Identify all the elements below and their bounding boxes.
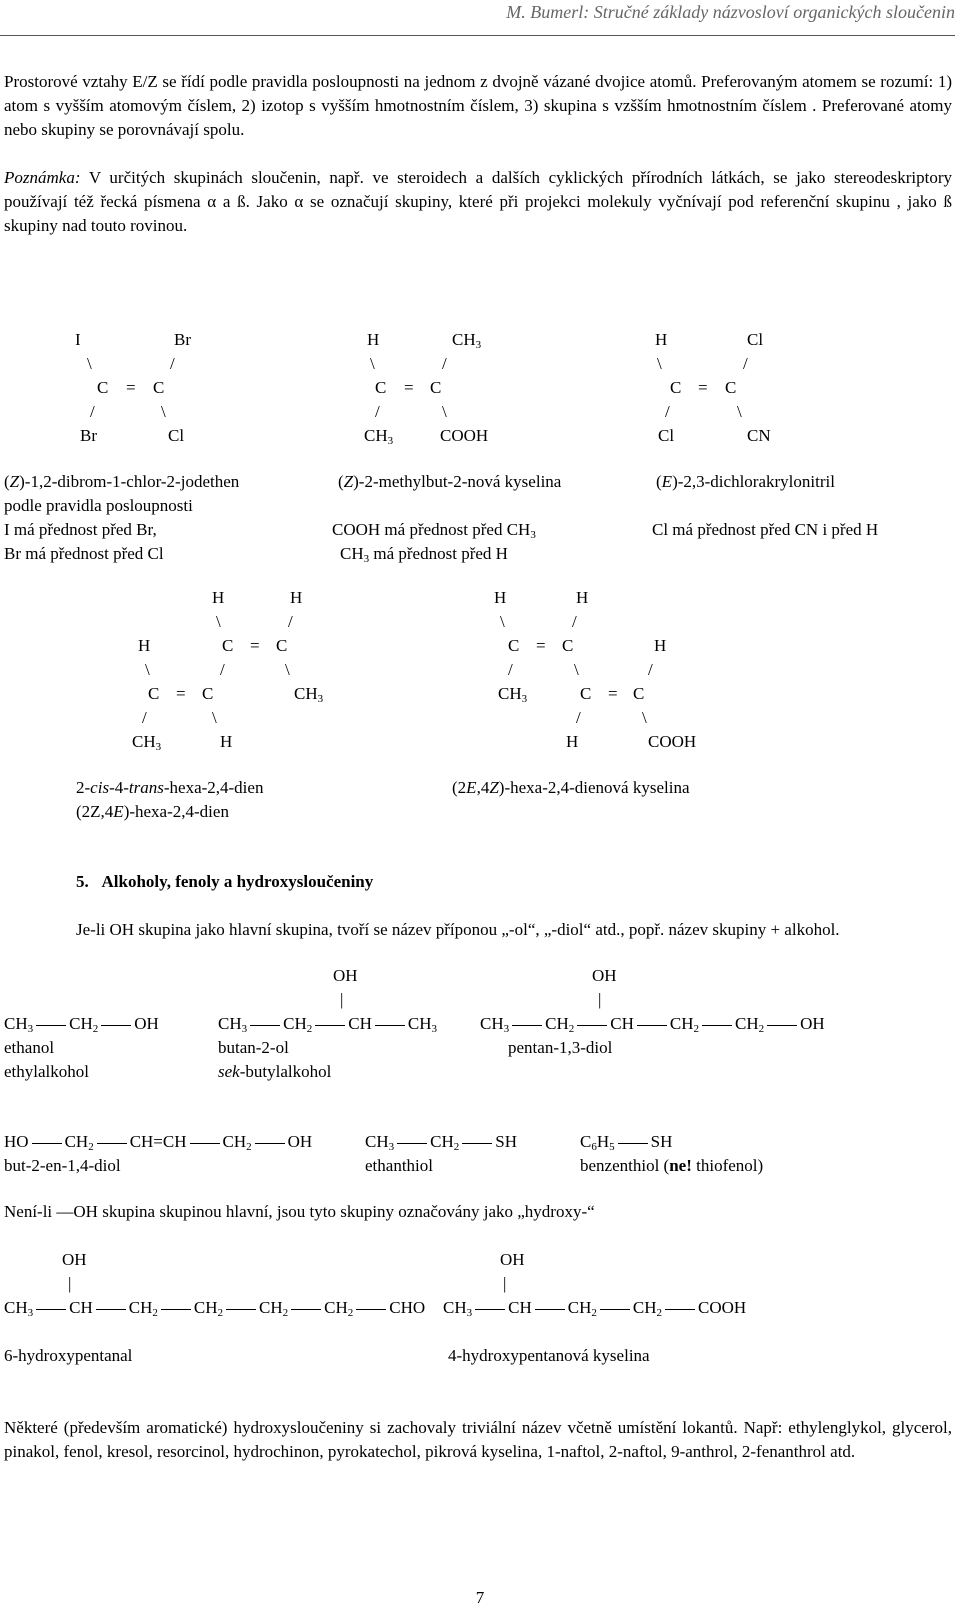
bond-mark: / <box>220 660 225 679</box>
formula-ethanthiol <box>365 1132 517 1152</box>
atom-label <box>132 732 161 752</box>
subscript: 2 <box>88 1141 94 1153</box>
note-text: V určitých skupinách sloučenin, např. ve steroidech a dalších cyklických přírodních látkách, se jako stereodeskriptory používají též řecká písmena α a ß. Jako α se označují skupiny, které při projekci molekuly vyčnívají pod referenční skupinu , jako ß skupiny nad touto rovinou. <box>4 168 952 235</box>
atom-text: CH <box>735 1014 759 1033</box>
atom-text: CH <box>443 1298 467 1317</box>
rule-text: Cl má přednost před CN i před H <box>652 520 879 539</box>
atom-text: CH <box>283 1014 307 1033</box>
atom-label: C <box>633 684 645 703</box>
name-part: 2- <box>76 778 91 797</box>
compound-name: ethanol <box>4 1038 55 1057</box>
bond-line <box>32 1143 62 1144</box>
descriptor: Z <box>343 472 354 491</box>
subscript: 2 <box>591 1307 597 1319</box>
atom-text: CH <box>669 1014 694 1033</box>
atom-label: H <box>566 732 579 751</box>
atom-text: CH <box>294 684 318 703</box>
compound-name: ethanthiol <box>365 1156 433 1175</box>
double-bond: = <box>608 684 618 703</box>
bond-line <box>512 1025 542 1026</box>
bond-line <box>375 1025 405 1026</box>
atom-text: SH <box>650 1132 673 1151</box>
atom-label: C <box>670 378 682 397</box>
descriptor: sek <box>218 1062 240 1081</box>
rule-part: má přednost před H <box>369 544 508 563</box>
bond-mark: \ <box>642 708 647 727</box>
compound-name: ethylalkohol <box>4 1062 89 1081</box>
atom-label: Cl <box>658 426 675 445</box>
atom-text: HO <box>4 1132 29 1151</box>
atom-label: C <box>430 378 442 397</box>
descriptor: E <box>113 802 124 821</box>
atom-label: COOH <box>648 732 697 751</box>
subscript: 2 <box>217 1307 223 1319</box>
atom-label: Cl <box>747 330 764 349</box>
bond-line <box>97 1143 127 1144</box>
subscript: 3 <box>241 1023 248 1035</box>
atom-text: COOH <box>698 1298 747 1317</box>
name-part: )-hexa-2,4-dien <box>123 802 229 821</box>
compound-name <box>76 778 263 798</box>
name-part: thiofenol) <box>691 1156 764 1175</box>
atom-text: CH=CH <box>129 1132 187 1151</box>
name-part: ,4 <box>476 778 490 797</box>
subscript: 2 <box>306 1023 313 1035</box>
atom-text: CH <box>4 1298 28 1317</box>
bond-mark: / <box>576 708 581 727</box>
section-paragraph: Není-li —OH skupina skupinou hlavní, jsou tyto skupiny označovány jako „hydroxy-“ <box>4 1202 595 1221</box>
bond-mark: / <box>442 354 447 373</box>
bond-line <box>315 1025 345 1026</box>
bond-mark: \ <box>145 660 150 679</box>
header-title: M. Bumerl: Stručné základy názvosloví organických sloučenin <box>506 2 955 22</box>
double-bond: = <box>698 378 708 397</box>
atom-label: I <box>75 330 81 349</box>
rule-text <box>340 544 508 564</box>
atom-label <box>498 684 527 704</box>
formula-hydroxypentanova-kyselina <box>443 1298 746 1318</box>
bond-mark: | <box>68 1274 72 1293</box>
bond-mark: / <box>142 708 147 727</box>
atom-text: CH <box>193 1298 218 1317</box>
bond-mark: \ <box>161 402 166 421</box>
rule-part: CH <box>340 544 364 563</box>
atom-text: CH <box>545 1014 569 1033</box>
bond-line <box>665 1309 695 1310</box>
bond-mark: \ <box>442 402 447 421</box>
substituent-oh: OH <box>62 1250 87 1269</box>
atom-label: C <box>97 378 109 397</box>
bond-line <box>96 1309 126 1310</box>
subscript: 2 <box>693 1023 699 1035</box>
bond-mark: / <box>572 612 577 631</box>
bond-line <box>161 1309 191 1310</box>
intro-paragraph: Prostorové vztahy E/Z se řídí podle pravidla posloupnosti na jednom z dvojně vázané dvojice atomů. Preferovaným atomem se rozumí: 1) atom s vyšším atomovým číslem, 2) izotop s vyšším hmotnostním číslem, 3) skupina s vzšším hmotnostním číslem . Preferované atomy nebo skupiny se porovnávají spolu. <box>4 72 952 139</box>
section-title: Alkoholy, fenoly a hydroxysloučeniny <box>101 872 374 891</box>
subscript: 2 <box>656 1307 662 1319</box>
subscript: 6 <box>591 1141 597 1153</box>
double-bond: = <box>404 378 414 397</box>
bond-line <box>637 1025 667 1026</box>
bond-line <box>767 1025 797 1026</box>
compound-name: 4-hydroxypentanová kyselina <box>448 1346 650 1365</box>
atom-text: C <box>580 1132 592 1151</box>
atom-text: CH <box>348 1014 372 1033</box>
name-part: )-hexa-2,4-dienová kyselina <box>498 778 690 797</box>
compound-name: but-2-en-1,4-diol <box>4 1156 121 1175</box>
bond-mark: \ <box>216 612 221 631</box>
atom-text: CH <box>365 1132 389 1151</box>
atom-label: C <box>222 636 234 655</box>
bond-mark: \ <box>657 354 662 373</box>
atom-text: CH <box>128 1298 153 1317</box>
bond-line <box>475 1309 505 1310</box>
double-bond: = <box>126 378 136 397</box>
atom-label: C <box>562 636 574 655</box>
section-paragraph: Některé (především aromatické) hydroxysloučeniny si zachovaly triviální název včetně umístění lokantů. Např: ethylenglykol, glycerol, pinakol, fenol, kresol, resorcinol, hydrochinon, pyrokatechol, pikrová kyselina, 1-naftol, 2-naftol, 9-anthrol, 2-fenanthrol atd. <box>4 1418 952 1461</box>
name-part: (2 <box>452 778 467 797</box>
bond-line <box>255 1143 285 1144</box>
subscript: 3 <box>27 1307 34 1319</box>
atom-text: CH <box>508 1298 532 1317</box>
subscript: 2 <box>568 1023 575 1035</box>
section-heading <box>76 872 373 892</box>
name-part: benzenthiol ( <box>580 1156 670 1175</box>
bond-mark: / <box>170 354 175 373</box>
bond-mark: \ <box>574 660 579 679</box>
rule-text: Br má přednost před Cl <box>4 544 164 563</box>
compound-name: 6-hydroxypentanal <box>4 1346 133 1365</box>
compound-name: pentan-1,3-diol <box>508 1038 613 1057</box>
atom-text: CH <box>364 426 388 445</box>
bond-mark: \ <box>737 402 742 421</box>
atom-text: CH <box>259 1298 283 1317</box>
rule-part: COOH má přednost před CH <box>332 520 531 539</box>
descriptor: E <box>661 472 673 491</box>
section-number: 5. <box>76 872 89 891</box>
atom-text: OH <box>800 1014 825 1033</box>
atom-label <box>452 330 481 350</box>
bond-line <box>250 1025 280 1026</box>
atom-label <box>364 426 393 446</box>
atom-text: CH <box>4 1014 28 1033</box>
atom-text: CHO <box>389 1298 426 1317</box>
name-part: ( <box>338 472 344 491</box>
bond-mark: \ <box>500 612 505 631</box>
name-part: )-1,2-dibrom-1-chlor-2-jodethen <box>19 472 240 491</box>
compound-name <box>452 778 689 798</box>
bond-mark: / <box>743 354 748 373</box>
bond-line <box>702 1025 732 1026</box>
bond-line <box>226 1309 256 1310</box>
double-bond: = <box>176 684 186 703</box>
bond-mark: | <box>340 990 344 1009</box>
atom-text: CH <box>407 1014 432 1033</box>
atom-label: COOH <box>440 426 489 445</box>
subscript: 2 <box>347 1307 354 1319</box>
subscript: 5 <box>609 1141 615 1153</box>
bond-line <box>291 1309 321 1310</box>
atom-label: Br <box>174 330 191 349</box>
bond-mark: \ <box>212 708 217 727</box>
atom-label: C <box>276 636 288 655</box>
atom-label: C <box>153 378 165 397</box>
atom-label: C <box>148 684 160 703</box>
atom-text: OH <box>287 1132 313 1151</box>
bond-line <box>36 1025 66 1026</box>
atom-label: C <box>202 684 214 703</box>
subscript: 3 <box>431 1023 437 1035</box>
atom-text: CH <box>132 732 156 751</box>
compound-name <box>4 472 239 492</box>
atom-text: H <box>596 1132 610 1151</box>
double-bond: = <box>250 636 260 655</box>
atom-text: CH <box>632 1298 657 1317</box>
atom-label: H <box>494 588 507 607</box>
bond-mark: | <box>598 990 602 1009</box>
atom-text: CH <box>480 1014 504 1033</box>
rule-text <box>332 520 536 540</box>
formula-hydroxypentanal <box>4 1298 425 1318</box>
compound-name <box>338 472 561 492</box>
subscript: 3 <box>27 1023 34 1035</box>
atom-label: H <box>220 732 233 751</box>
subscript: 3 <box>521 693 528 705</box>
subscript: 3 <box>387 435 394 447</box>
atom-text: CH <box>324 1298 348 1317</box>
name-part: -4- <box>109 778 129 797</box>
compound-name: butan-2-ol <box>218 1038 289 1057</box>
atom-text: SH <box>495 1132 517 1151</box>
compound-name <box>580 1156 763 1176</box>
atom-text: CH <box>498 684 522 703</box>
subscript: 3 <box>363 553 370 565</box>
subscript: 2 <box>282 1307 289 1319</box>
subscript: 3 <box>503 1023 510 1035</box>
subscript: 3 <box>317 693 324 705</box>
subscript: 3 <box>530 529 536 541</box>
atom-label: Br <box>80 426 97 445</box>
page-header <box>0 0 955 36</box>
subscript: 3 <box>475 339 482 351</box>
rule-text: podle pravidla posloupnosti <box>4 496 193 515</box>
formula-benzenthiol <box>580 1132 672 1152</box>
bond-line <box>600 1309 630 1310</box>
note-paragraph <box>4 166 952 238</box>
atom-label: H <box>655 330 668 349</box>
formula-pentandiol <box>480 1014 825 1034</box>
atom-text: CH <box>567 1298 592 1317</box>
page-number: 7 <box>475 1588 485 1607</box>
atom-text: CH <box>69 1014 93 1033</box>
bond-line <box>462 1143 492 1144</box>
descriptor: E <box>466 778 477 797</box>
descriptor: cis <box>90 778 110 797</box>
atom-text: CH <box>610 1014 634 1033</box>
atom-label: C <box>725 378 737 397</box>
compound-name <box>218 1062 331 1082</box>
atom-label: H <box>654 636 667 655</box>
atom-text: CH <box>222 1132 247 1151</box>
bond-line <box>36 1309 66 1310</box>
bond-line <box>190 1143 220 1144</box>
bond-mark: \ <box>87 354 92 373</box>
atom-label: C <box>580 684 592 703</box>
bond-line <box>101 1025 131 1026</box>
atom-label: H <box>212 588 225 607</box>
rule-text: I má přednost před Br, <box>4 520 157 539</box>
note-label: Poznámka: <box>4 168 81 187</box>
subscript: 3 <box>466 1307 473 1319</box>
name-part: )-2-methylbut-2-nová kyselina <box>353 472 562 491</box>
bond-mark: / <box>665 402 670 421</box>
name-part: -butylalkohol <box>239 1062 332 1081</box>
subscript: 2 <box>758 1023 765 1035</box>
formula-ethanol <box>4 1014 159 1034</box>
substituent-oh: OH <box>333 966 358 985</box>
atom-label: C <box>375 378 387 397</box>
bond-mark: / <box>508 660 513 679</box>
subscript: 2 <box>246 1141 252 1153</box>
section-paragraph: Je-li OH skupina jako hlavní skupina, tvoří se název příponou „-ol“, „-diol“ atd., popř. název skupiny + alkohol. <box>76 920 840 939</box>
bond-mark: \ <box>370 354 375 373</box>
atom-text: CH <box>64 1132 89 1151</box>
atom-label: C <box>508 636 520 655</box>
atom-label: Cl <box>168 426 185 445</box>
bond-mark: \ <box>285 660 290 679</box>
atom-text: CH <box>452 330 476 349</box>
double-bond: = <box>536 636 546 655</box>
atom-label <box>294 684 323 704</box>
bond-line <box>535 1309 565 1310</box>
subscript: 3 <box>388 1141 395 1153</box>
bond-line <box>577 1025 607 1026</box>
bond-mark: / <box>648 660 653 679</box>
formula-butanol <box>218 1014 437 1034</box>
bond-line <box>618 1143 648 1144</box>
subscript: 2 <box>453 1141 460 1153</box>
emphasis: ne! <box>669 1156 692 1175</box>
name-part: (2Z,4 <box>76 802 114 821</box>
atom-label: H <box>290 588 303 607</box>
name-part: -hexa-2,4-dien <box>163 778 264 797</box>
name-part: ( <box>656 472 662 491</box>
compound-name <box>76 802 229 822</box>
substituent-oh: OH <box>592 966 617 985</box>
atom-text: OH <box>134 1014 159 1033</box>
descriptor: trans <box>128 778 164 797</box>
bond-mark: / <box>375 402 380 421</box>
atom-label: CN <box>747 426 771 445</box>
atom-text: CH <box>218 1014 242 1033</box>
subscript: 2 <box>92 1023 99 1035</box>
bond-line <box>356 1309 386 1310</box>
atom-label: H <box>576 588 589 607</box>
atom-text: CH <box>69 1298 93 1317</box>
compound-name <box>656 472 835 492</box>
atom-label: H <box>367 330 380 349</box>
atom-label: H <box>138 636 151 655</box>
descriptor: Z <box>489 778 499 797</box>
formula-butendiol <box>4 1132 312 1152</box>
subscript: 3 <box>155 741 162 753</box>
atom-text: CH <box>430 1132 454 1151</box>
bond-mark: | <box>503 1274 507 1293</box>
name-part: )-2,3-dichlorakrylonitril <box>672 472 835 491</box>
bond-mark: / <box>288 612 293 631</box>
bond-line <box>397 1143 427 1144</box>
descriptor: Z <box>9 472 20 491</box>
subscript: 2 <box>152 1307 158 1319</box>
name-part: ( <box>4 472 10 491</box>
substituent-oh: OH <box>500 1250 525 1269</box>
bond-mark: / <box>90 402 95 421</box>
